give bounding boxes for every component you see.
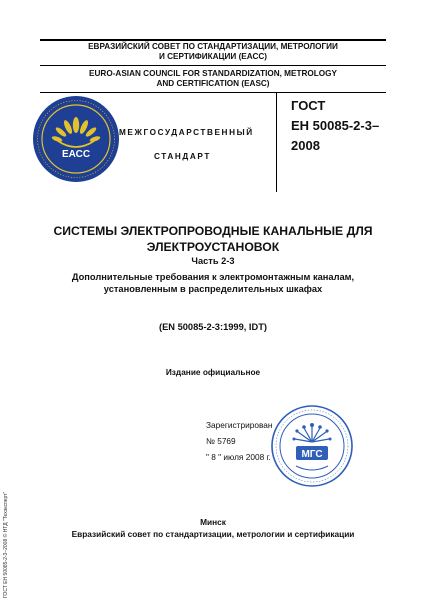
council-divider (40, 65, 386, 66)
logo-text: ЕАСС (61, 149, 91, 160)
document-title (20, 223, 406, 255)
edition-label: Издание официальное (165, 367, 261, 377)
registration-number: № 5769 (206, 436, 236, 446)
registration-line1: Зарегистрирован (206, 420, 273, 430)
subtitle-line1: Дополнительные требования к электромонтажным каналам, (71, 272, 355, 282)
side-watermark-note: ГОСТ ЕН 50085-2-3–2008 © НТД "Техэксперт" (3, 491, 9, 598)
council-ru-line1: ЕВРАЗИЙСКИЙ СОВЕТ ПО СТАНДАРТИЗАЦИИ, МЕТРОЛОГИИ (88, 42, 338, 51)
title-line1: СИСТЕМЫ ЭЛЕКТРОПРОВОДНЫЕ КАНАЛЬНЫЕ ДЛЯ (53, 224, 373, 238)
council-name-en (40, 69, 386, 89)
mgs-stamp (270, 404, 354, 488)
part-label: Часть 2-3 (191, 256, 235, 266)
gost-designation (291, 96, 379, 156)
council-en-line2: AND CERTIFICATION (EASC) (156, 79, 270, 88)
publication-city: Минск (200, 517, 226, 527)
stamp-text: МГС (301, 449, 323, 460)
standard-type-line2: СТАНДАРТ (154, 152, 211, 161)
document-subtitle (20, 271, 406, 295)
header-bottom-rule (40, 92, 386, 93)
top-rule (40, 39, 386, 41)
gost-line2: ЕН 50085-2-3– (291, 118, 380, 133)
registration-date: " 8 " июля 2008 г. (206, 452, 271, 462)
easc-logo (32, 95, 120, 183)
en-reference: (EN 50085-2-3:1999, IDT) (159, 322, 267, 332)
council-name-ru (40, 42, 386, 62)
council-ru-line2: И СЕРТИФИКАЦИИ (ЕАСС) (158, 52, 268, 61)
gost-line1: ГОСТ (291, 98, 326, 113)
standard-type-line1: МЕЖГОСУДАРСТВЕННЫЙ (119, 128, 254, 137)
subtitle-line2: установленным в распределительных шкафах (103, 284, 323, 294)
header-vertical-divider (276, 92, 277, 192)
title-line2: ЭЛЕКТРОУСТАНОВОК (146, 240, 280, 254)
council-en-line1: EURO-ASIAN COUNCIL FOR STANDARDIZATION, METROLOGY (89, 69, 337, 78)
gost-line3: 2008 (291, 138, 320, 153)
publisher-name: Евразийский совет по стандартизации, метрологии и сертификации (71, 529, 355, 539)
